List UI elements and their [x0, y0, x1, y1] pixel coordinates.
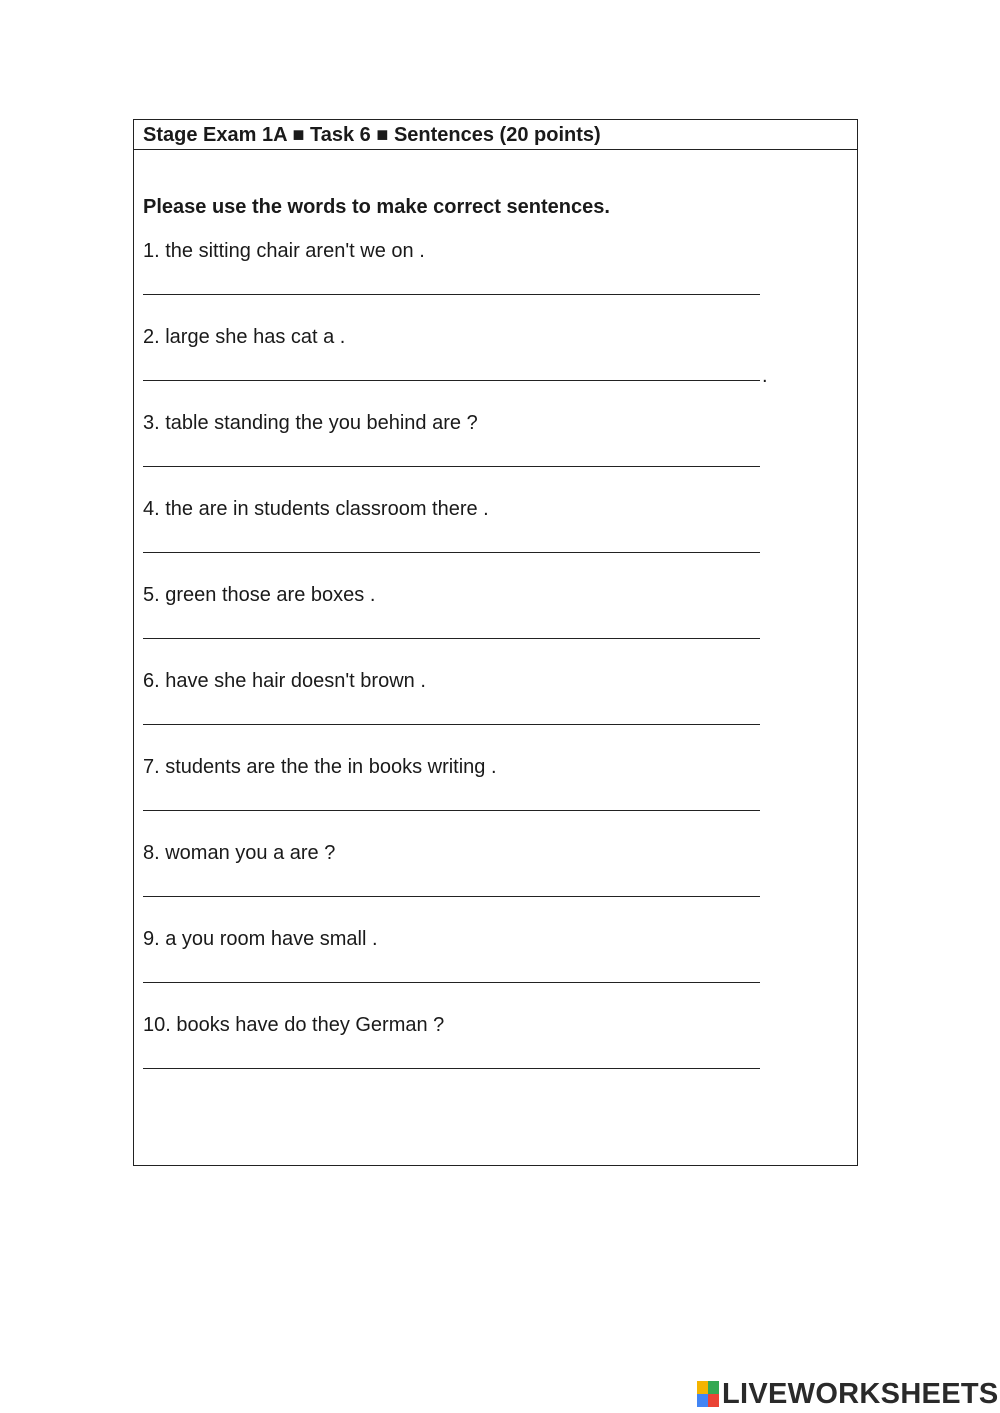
logo-text: LIVEWORKSHEETS [722, 1378, 999, 1410]
question-text: 3. table standing the you behind are ? [143, 412, 478, 434]
answer-line[interactable] [143, 724, 760, 725]
answer-line[interactable] [143, 380, 760, 381]
question-text: 4. the are in students classroom there . [143, 498, 489, 520]
logo-grid-icon [697, 1381, 719, 1407]
question-text: 2. large she has cat a . [143, 326, 346, 348]
question-text: 10. books have do they German ? [143, 1014, 445, 1036]
instruction-text: Please use the words to make correct sentences. [143, 196, 610, 218]
logo-square-4 [708, 1394, 719, 1407]
answer-line[interactable] [143, 1068, 760, 1069]
question-text: 8. woman you a are ? [143, 842, 336, 864]
answer-line[interactable] [143, 810, 760, 811]
question-text: 9. a you room have small . [143, 928, 378, 950]
answer-line[interactable] [143, 638, 760, 639]
question-text: 1. the sitting chair aren't we on . [143, 240, 425, 262]
answer-line[interactable] [143, 982, 760, 983]
answer-line[interactable] [143, 466, 760, 467]
answer-line-end: . [762, 365, 768, 387]
liveworksheets-logo [697, 1377, 999, 1411]
answer-line[interactable] [143, 552, 760, 553]
question-text: 6. have she hair doesn't brown . [143, 670, 426, 692]
logo-square-1 [697, 1381, 708, 1394]
exam-box [133, 119, 858, 1166]
logo-square-2 [708, 1381, 719, 1394]
question-text: 7. students are the the in books writing . [143, 756, 497, 778]
exam-header: Stage Exam 1A ■ Task 6 ■ Sentences (20 points) [134, 120, 857, 150]
answer-line[interactable] [143, 294, 760, 295]
question-text: 5. green those are boxes . [143, 584, 376, 606]
answer-line[interactable] [143, 896, 760, 897]
logo-square-3 [697, 1394, 708, 1407]
